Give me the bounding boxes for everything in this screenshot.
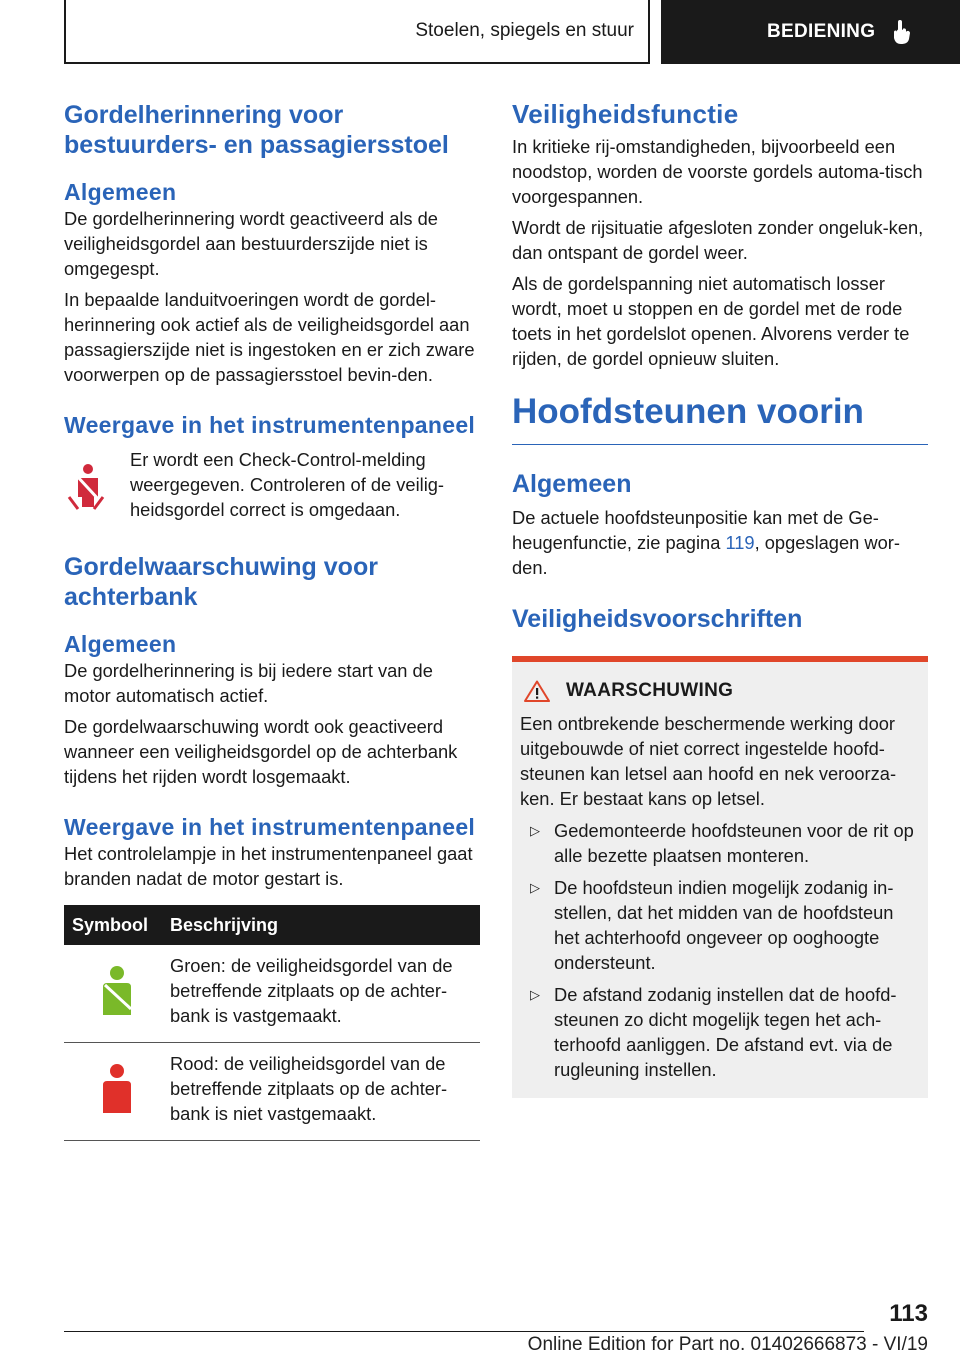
table-cell-desc: Groen: de veiligheidsgordel van de betreffende zitplaats op de achter-bank is vastgemaakt. xyxy=(170,945,480,1043)
heading-weergave-1: Weergave in het instrumentenpaneel xyxy=(64,412,476,438)
pointing-hand-icon xyxy=(891,19,913,45)
heading-algemeen-r: Algemeen xyxy=(512,469,632,498)
bullet-triangle-icon: ▷ xyxy=(530,822,540,838)
list-item: ▷ De hoofdsteun indien mogelijk zodanig in-stellen, dat het midden van de hoofdsteun het achterhoofd ongeveer op ooghoogte ondersteunt. xyxy=(520,875,920,975)
tab-label: BEDIENING xyxy=(767,21,876,42)
heading-weergave-2: Weergave in het instrumentenpaneel xyxy=(64,814,476,840)
seatbelt-green-icon xyxy=(100,965,134,1017)
paragraph-r3: Als de gordelspanning niet automatisch losser wordt, moet u stoppen en de gordel met de rode toets in het gordelslot openen. Alvorens verder te rijden, de gordel opnieuw sluiten. xyxy=(512,273,910,369)
heading-gordelwaarschuwing: Gordelwaarschuwing voor achterbank xyxy=(64,553,378,611)
table-cell-desc: Rood: de veiligheidsgordel van de betreffende zitplaats op de achter-bank is niet vastgemaakt. xyxy=(170,1043,480,1141)
table-row xyxy=(64,1043,480,1141)
paragraph-r4: De actuele hoofdsteunpositie kan met de Ge-heugenfunctie, zie pagina 119, opgeslagen wor-den. xyxy=(512,506,900,578)
symbol-table xyxy=(64,905,480,1141)
heading-gordelherinnering: Gordelherinnering voor bestuurders- en passagiersstoel xyxy=(64,101,449,159)
paragraph-2: In bepaalde landuitvoeringen wordt de gordel-herinnering ook actief als de veiligheidsgordel aan passagierszijde niet is ingestoken en er zich zware voorwerpen op de passagiersstoel bevin-den. xyxy=(64,289,475,385)
seatbelt-warning-icon xyxy=(64,461,108,511)
check-control-row xyxy=(64,447,478,522)
heading-veiligheidsfunctie: Veiligheidsfunctie xyxy=(512,99,739,129)
heading-hoofdsteunen: Hoofdsteunen voorin xyxy=(512,393,928,445)
bullet-triangle-icon: ▷ xyxy=(530,986,540,1002)
list-item: ▷ De afstand zodanig instellen dat de hoofd-steunen zo dicht mogelijk tegen het ach-terhoofd aanliggen. De afstand evt. via de rugleuning instellen. xyxy=(520,982,920,1082)
table-row xyxy=(64,945,480,1043)
paragraph-1: De gordelherinnering wordt geactiveerd als de veiligheidsgordel aan bestuurderszijde niet is omgegespt. xyxy=(64,208,438,279)
paragraph-5: De gordelwaarschuwing wordt ook geactiveerd wanneer een veiligheidsgordel op de achterbank tijdens het rijden wordt losgemaakt. xyxy=(64,716,458,787)
table-header-beschrijving: Beschrijving xyxy=(170,905,480,945)
paragraph-r2: Wordt de rijsituatie afgesloten zonder ongeluk-ken, dan ontspant de gordel weer. xyxy=(512,217,924,263)
right-column xyxy=(512,100,928,1098)
warning-box xyxy=(512,656,928,1098)
list-item: ▷ Gedemonteerde hoofdsteunen voor de rit op alle bezette plaatsen monteren. xyxy=(520,818,920,868)
paragraph-4: De gordelherinnering is bij iedere start van de motor automatisch actief. xyxy=(64,660,433,706)
heading-veiligheidsvoorschriften: Veiligheidsvoorschriften xyxy=(512,604,803,633)
header-tab xyxy=(661,0,960,64)
footer-edition: Online Edition for Part no. 01402666873 - VI/19 xyxy=(527,1334,928,1355)
table-header-symbool: Symbool xyxy=(64,905,170,945)
paragraph-r1: In kritieke rij-omstandigheden, bijvoorbeeld een noodstop, worden de voorste gordels automa-tisch voorgespannen. xyxy=(512,136,923,207)
warning-triangle-icon xyxy=(524,680,550,702)
warning-text: Een ontbrekende beschermende werking door uitgebouwde of niet correct ingestelde hoofd-steunen kan letsel aan hoofd en nek veroorza-ken. Er bestaat kans op letsel. xyxy=(520,712,897,809)
page-link-119[interactable]: 119 xyxy=(725,531,755,553)
seatbelt-red-icon xyxy=(100,1063,134,1115)
paragraph-3: Er wordt een Check-Control-melding weergegeven. Controleren of de veilig-heidsgordel correct is omgedaan. xyxy=(130,449,445,520)
heading-algemeen-1: Algemeen xyxy=(64,179,177,205)
warning-header xyxy=(520,680,920,702)
warning-title: WAARSCHUWING xyxy=(566,679,734,701)
paragraph-6: Het controlelampje in het instrumentenpaneel gaat branden nadat de motor gestart is. xyxy=(64,843,473,889)
heading-algemeen-2: Algemeen xyxy=(64,631,177,657)
footer-divider xyxy=(64,1331,864,1332)
warning-list xyxy=(520,818,920,1082)
header-section-title xyxy=(64,0,650,64)
page-number: 113 xyxy=(889,1300,928,1327)
section-title: Stoelen, spiegels en stuur xyxy=(415,20,634,41)
bullet-triangle-icon: ▷ xyxy=(530,879,540,895)
left-column xyxy=(64,100,478,1141)
